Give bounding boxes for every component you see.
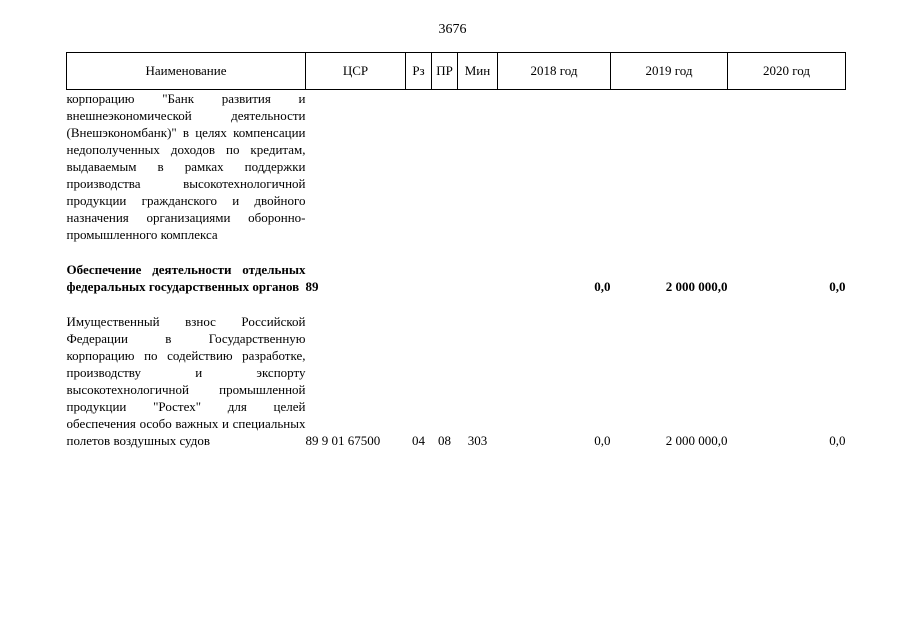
row-2018: 0,0 (594, 279, 611, 294)
row-min (458, 90, 498, 244)
row-csr: 89 9 01 67500 (305, 433, 381, 448)
header-2018: 2018 год (498, 53, 611, 90)
table-row (67, 313, 846, 449)
header-2020: 2020 год (728, 53, 846, 90)
row-2020: 0,0 (829, 279, 846, 294)
table-header-row (67, 53, 846, 90)
header-pr: ПР (432, 53, 458, 90)
row-pr (432, 261, 458, 295)
row-rz (406, 261, 432, 295)
row-2019: 2 000 000,0 (665, 279, 728, 294)
header-csr: ЦСР (306, 53, 406, 90)
row-2020: 0,0 (829, 433, 846, 448)
row-rz: 04 (412, 433, 425, 448)
row-2019 (611, 90, 728, 244)
row-name: Обеспечение деятельности отдельных федеральных государственных органов (66, 262, 306, 294)
row-csr: 89 (305, 279, 319, 294)
header-name: Наименование (67, 53, 306, 90)
row-2018: 0,0 (594, 433, 611, 448)
row-pr (432, 90, 458, 244)
budget-table (66, 52, 846, 449)
row-min (458, 261, 498, 295)
page-number: 3676 (438, 22, 467, 37)
row-min: 303 (467, 433, 488, 448)
row-pr: 08 (438, 433, 451, 448)
row-name: корпорацию "Банк развития и внешнеэкономической деятельности (Внешэкономбанк)" в целях компенсации недополученных доходов по кредитам, выдаваемым в рамках поддержки производства высокотехнологичной продукции гражданского и двойного назначения организациями оборонно-промышленного комплекса (66, 91, 306, 242)
table-row (67, 90, 846, 244)
header-2019: 2019 год (611, 53, 728, 90)
header-rz: Рз (406, 53, 432, 90)
row-2018 (498, 90, 611, 244)
row-rz (406, 90, 432, 244)
row-2020 (728, 90, 846, 244)
row-2019: 2 000 000,0 (665, 433, 728, 448)
row-csr (306, 90, 406, 244)
row-name: Имущественный взнос Российской Федерации в Государственную корпорацию по содействию разработке, производству и экспорту высокотехнологичной промышленной продукции "Ростех" для целей обеспечения особо важных и специальных полетов воздушных судов (66, 314, 306, 448)
header-min: Мин (458, 53, 498, 90)
table-row (67, 261, 846, 295)
